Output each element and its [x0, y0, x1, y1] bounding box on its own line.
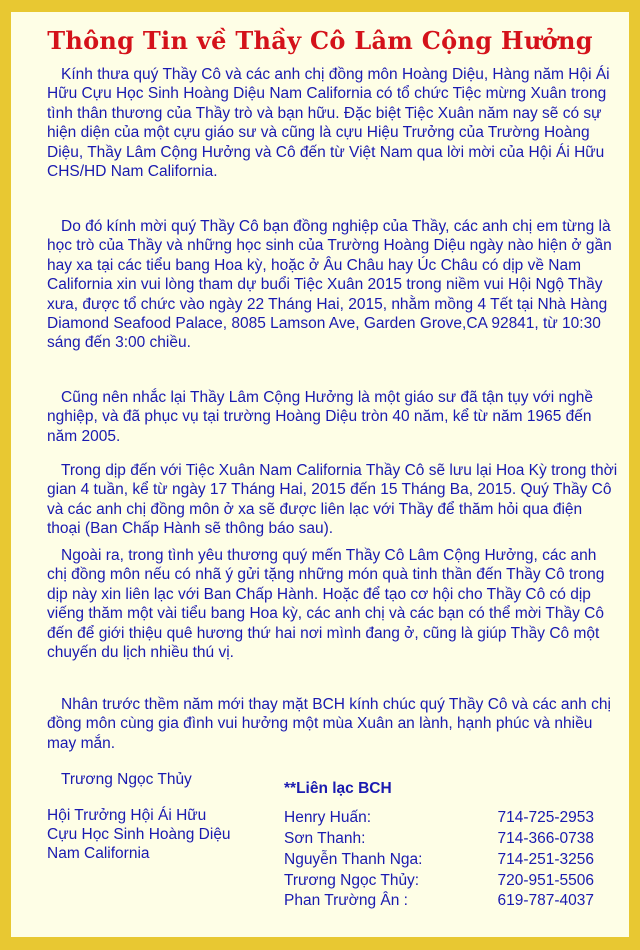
paragraph-invitation: Do đó kính mời quý Thầy Cô bạn đồng nghiệp của Thầy, các anh chị em từng là học trò của Thầy và những học sinh của Trường Hoàng Diệu ngày nào hiện ở gần hay xa tại các tiểu bang Hoa kỳ, hoặc ở Âu Châu hay Úc Châu có dịp về Nam California xin vui lòng tham dự buổi Tiệc Xuân 2015 trong niềm vui Hội Ngộ Thầy xưa, được tổ chức vào ngày 22 Tháng Hai, 2015, nhằm mồng 4 Tết tại Nhà Hàng Diamond Seafood Palace, 8085 Lamson Ave, Garden Grove,CA 92841, từ 10:30 sáng đến 3:00 chiều.: [47, 218, 612, 352]
contact-name: Trương Ngọc Thủy:: [284, 872, 420, 889]
contact-row: [284, 808, 594, 828]
contact-name: Henry Huấn:: [284, 809, 372, 826]
page-title: Thông Tin về Thầy Cô Lâm Cộng Hưởng: [47, 26, 593, 55]
contact-phone: 619-787-4037: [497, 892, 594, 909]
contact-name: Nguyễn Thanh Nga:: [284, 851, 423, 868]
contact-phone: 714-366-0738: [497, 830, 594, 847]
paragraph-teacher-history: Cũng nên nhắc lại Thầy Lâm Cộng Hưởng là một giáo sư đã tận tụy với nghề nghiệp, và đã phục vụ tại trường Hoàng Diệu tròn 40 năm, kể từ năm 1965 đến năm 2005.: [47, 389, 593, 445]
contact-phone: 714-251-3256: [497, 851, 594, 868]
paragraph-gifts: Ngoài ra, trong tình yêu thương quý mến Thầy Cô Lâm Cộng Hưởng, các anh chị đồng môn nếu có nhã ý gửi tặng những món quà tinh thần đến Thầy Cô trong dịp này xin liên lạc với Ban Chấp Hành. Hoặc để tạo cơ hội cho Thầy Cô có dịp viếng thăm một vài tiểu bang Hoa kỳ, các anh chị và các bạn có thể mời Thầy Cô đến để giới thiệu quê hương thứ hai nơi mình đang ở, cũng là giúp Thầy Cô một chuyến du lịch nhiều thú vị.: [47, 547, 605, 662]
contacts-heading: **Liên lạc BCH: [284, 780, 392, 797]
signature-title-line: Hội Trưởng Hội Ái Hữu: [47, 807, 207, 824]
contact-phone: 714-725-2953: [497, 809, 594, 826]
contact-row: [284, 850, 594, 870]
contact-name: Sơn Thanh:: [284, 830, 366, 847]
contact-row: [284, 829, 594, 849]
contact-phone: 720-951-5506: [497, 872, 594, 889]
signature-name: Trương Ngọc Thủy: [61, 771, 192, 788]
contact-row: [284, 871, 594, 891]
notice-card: [11, 12, 629, 937]
paragraph-visit-schedule: Trong dịp đến với Tiệc Xuân Nam California Thầy Cô sẽ lưu lại Hoa Kỳ trong thời gian 4 tuần, kể từ ngày 17 Tháng Hai, 2015 đến 15 Tháng Ba, 2015. Quý Thầy Cô và các anh chị đồng môn ở xa sẽ được liên lạc với Thầy để thăm hỏi qua điện thoại (Ban Chấp Hành sẽ thông báo sau).: [47, 462, 618, 538]
signature-title-line: Nam California: [47, 845, 150, 862]
contact-row: [284, 891, 594, 911]
paragraph-intro: Kính thưa quý Thầy Cô và các anh chị đồng môn Hoàng Diệu, Hàng năm Hội Ái Hữu Cựu Học Sinh Hoàng Diệu Nam California có tổ chức Tiệc mừng Xuân trong tình thân thương của Thầy trò và bạn hữu. Đặc biệt Tiệc Xuân năm nay sẽ có sự hiện diện của một cựu giáo sư và cũng là cựu Hiệu Trưởng của Trường Hoàng Diệu, Thầy Lâm Cộng Hưởng và Cô đến từ Việt Nam qua lời mời của Hội Ái Hữu CHS/HD Nam California.: [47, 66, 610, 181]
signature-title-line: Cựu Học Sinh Hoàng Diệu: [47, 826, 231, 843]
contact-name: Phan Trường Ân :: [284, 892, 408, 909]
paragraph-new-year-wishes: Nhân trước thềm năm mới thay mặt BCH kính chúc quý Thầy Cô và các anh chị đồng môn cùng gia đình vui hưởng một mùa Xuân an lành, hạnh phúc và nhiều may mắn.: [47, 696, 611, 752]
